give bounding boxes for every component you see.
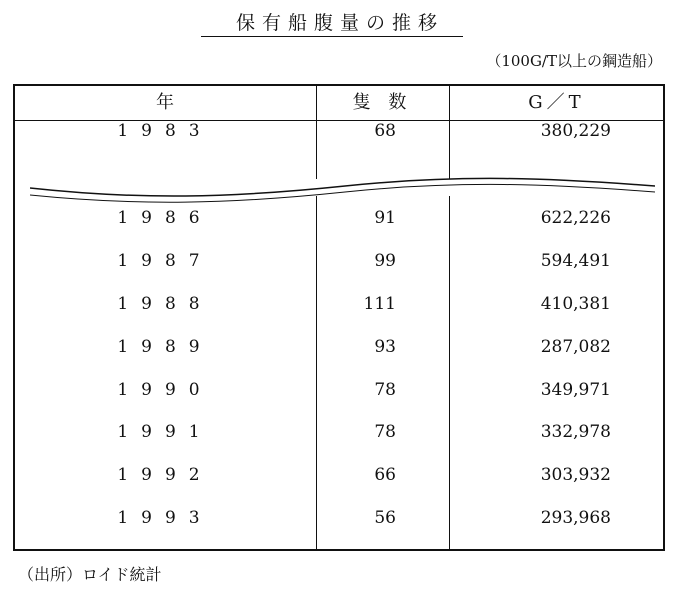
- row-count-cell: 78: [374, 422, 396, 442]
- row-count-cell: 99: [374, 251, 396, 271]
- row-count-cell: 66: [374, 465, 396, 485]
- title-underline: [201, 36, 463, 37]
- row-year-cell: 1993: [117, 508, 213, 528]
- row-year-cell: 1986: [117, 208, 213, 228]
- row-year-cell: 1987: [117, 251, 213, 271]
- row-count-cell: 68: [374, 121, 396, 141]
- row-count-cell: 78: [374, 380, 396, 400]
- row-count-cell: 111: [363, 294, 396, 314]
- row-year-cell: 1991: [117, 422, 213, 442]
- column-divider: [316, 84, 317, 121]
- unit-note: （100G/T以上の鋼造船）: [486, 52, 662, 70]
- row-count-cell: 91: [374, 208, 396, 228]
- row-count-cell: 56: [374, 508, 396, 528]
- row-year-cell: 1983: [117, 121, 213, 141]
- row-gt-cell: 622,226: [540, 208, 611, 228]
- header-year: 年: [156, 92, 174, 113]
- row-count-cell: 93: [374, 337, 396, 357]
- row-gt-cell: 380,229: [540, 121, 611, 141]
- row-year-cell: 1989: [117, 337, 213, 357]
- row-gt-cell: 287,082: [540, 337, 611, 357]
- header-count: 隻 数: [352, 92, 413, 113]
- row-gt-cell: 594,491: [540, 251, 611, 271]
- row-year-cell: 1988: [117, 294, 213, 314]
- break-wave-line: [30, 176, 655, 206]
- row-gt-cell: 332,978: [540, 422, 611, 442]
- header-gt: G／T: [528, 92, 585, 113]
- row-gt-cell: 303,932: [540, 465, 611, 485]
- row-gt-cell: 349,971: [540, 380, 611, 400]
- table-title: 保有船腹量の推移: [235, 12, 444, 34]
- row-year-cell: 1992: [117, 465, 213, 485]
- column-divider: [449, 84, 450, 121]
- row-year-cell: 1990: [117, 380, 213, 400]
- row-gt-cell: 293,968: [540, 508, 611, 528]
- row-gt-cell: 410,381: [540, 294, 611, 314]
- source-note: （出所）ロイド統計: [18, 565, 162, 584]
